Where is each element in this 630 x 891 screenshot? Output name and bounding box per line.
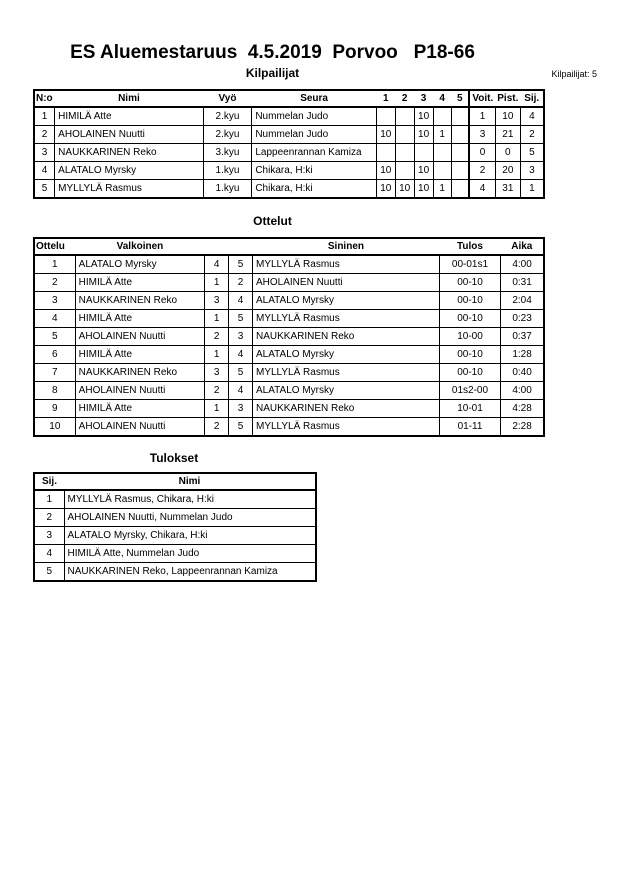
cell-place: 2 xyxy=(520,126,544,144)
cell-match-no: 9 xyxy=(34,400,75,418)
cell-score-2 xyxy=(395,107,414,126)
cell-points: 20 xyxy=(495,162,520,180)
cell-blue-no: 4 xyxy=(229,346,253,364)
section-title-competitors: Kilpailijat xyxy=(245,66,300,80)
cell-points: 0 xyxy=(495,144,520,162)
header-white: Valkoinen xyxy=(75,238,205,255)
cell-time: 4:00 xyxy=(501,382,544,400)
cell-time: 0:31 xyxy=(501,274,544,292)
results-table xyxy=(33,472,317,582)
table-row xyxy=(34,126,544,144)
cell-time: 4:00 xyxy=(501,255,544,274)
cell-blue-no: 3 xyxy=(229,400,253,418)
header-match: Ottelu xyxy=(34,238,75,255)
cell-score-1: 10 xyxy=(376,126,395,144)
cell-place: 1 xyxy=(520,180,544,199)
cell-result: 00-10 xyxy=(439,292,500,310)
cell-wins: 4 xyxy=(469,180,495,199)
header-blue-no xyxy=(229,238,253,255)
table-row xyxy=(34,328,544,346)
header-belt: Vyö xyxy=(203,90,252,107)
cell-match-no: 5 xyxy=(34,328,75,346)
competitors-table xyxy=(33,89,545,199)
cell-points: 21 xyxy=(495,126,520,144)
cell-match-no: 2 xyxy=(34,274,75,292)
cell-white-name: AHOLAINEN Nuutti xyxy=(75,382,205,400)
cell-belt: 1.kyu xyxy=(203,162,252,180)
cell-result: 01s2-00 xyxy=(439,382,500,400)
cell-match-no: 4 xyxy=(34,310,75,328)
cell-wins: 1 xyxy=(469,107,495,126)
cell-score-1 xyxy=(376,144,395,162)
cell-blue-no: 2 xyxy=(229,274,253,292)
cell-blue-no: 5 xyxy=(229,418,253,437)
results-header-row xyxy=(34,473,316,490)
table-row xyxy=(34,400,544,418)
cell-match-no: 3 xyxy=(34,292,75,310)
cell-belt: 3.kyu xyxy=(203,144,252,162)
cell-white-name: HIMILÄ Atte xyxy=(75,346,205,364)
cell-blue-no: 5 xyxy=(229,310,253,328)
cell-white-no: 3 xyxy=(205,364,229,382)
cell-white-name: AHOLAINEN Nuutti xyxy=(75,328,205,346)
cell-score-1: 10 xyxy=(376,162,395,180)
cell-time: 0:37 xyxy=(501,328,544,346)
cell-name: ALATALO Myrsky, Chikara, H:ki xyxy=(64,527,316,545)
cell-white-no: 1 xyxy=(205,346,229,364)
cell-blue-no: 5 xyxy=(229,364,253,382)
cell-score-4 xyxy=(433,107,451,126)
header-points: Pist. xyxy=(495,90,520,107)
table-row xyxy=(34,255,544,274)
cell-result: 00-01s1 xyxy=(439,255,500,274)
cell-result: 10-01 xyxy=(439,400,500,418)
cell-time: 1:28 xyxy=(501,346,544,364)
cell-name: HIMILÄ Atte, Nummelan Judo xyxy=(64,545,316,563)
cell-white-name: HIMILÄ Atte xyxy=(75,310,205,328)
cell-white-name: NAUKKARINEN Reko xyxy=(75,364,205,382)
header-wins: Voit. xyxy=(469,90,495,107)
table-row xyxy=(34,144,544,162)
cell-score-2 xyxy=(395,126,414,144)
cell-match-no: 8 xyxy=(34,382,75,400)
cell-blue-name: NAUKKARINEN Reko xyxy=(253,400,440,418)
cell-white-no: 2 xyxy=(205,382,229,400)
cell-time: 2:28 xyxy=(501,418,544,437)
cell-blue-name: AHOLAINEN Nuutti xyxy=(253,274,440,292)
cell-score-5 xyxy=(451,180,469,199)
cell-blue-name: ALATALO Myrsky xyxy=(253,292,440,310)
table-row xyxy=(34,107,544,126)
cell-belt: 2.kyu xyxy=(203,107,252,126)
cell-blue-name: MYLLYLÄ Rasmus xyxy=(253,418,440,437)
cell-white-no: 2 xyxy=(205,328,229,346)
cell-score-2 xyxy=(395,144,414,162)
cell-score-4: 1 xyxy=(433,126,451,144)
cell-time: 0:23 xyxy=(501,310,544,328)
cell-place: 5 xyxy=(34,563,64,582)
competitors-header-row xyxy=(34,90,544,107)
cell-wins: 3 xyxy=(469,126,495,144)
cell-score-3 xyxy=(414,144,433,162)
cell-place: 1 xyxy=(34,490,64,509)
cell-blue-name: NAUKKARINEN Reko xyxy=(253,328,440,346)
cell-score-3: 10 xyxy=(414,162,433,180)
cell-score-3: 10 xyxy=(414,180,433,199)
table-row xyxy=(34,509,316,527)
header-no: N:o xyxy=(34,90,55,107)
cell-white-name: HIMILÄ Atte xyxy=(75,400,205,418)
table-row xyxy=(34,418,544,437)
cell-score-1 xyxy=(376,107,395,126)
cell-no: 1 xyxy=(34,107,55,126)
cell-time: 2:04 xyxy=(501,292,544,310)
cell-white-no: 3 xyxy=(205,292,229,310)
cell-place: 3 xyxy=(34,527,64,545)
header-opponent-2: 2 xyxy=(395,90,414,107)
header-opponent-1: 1 xyxy=(376,90,395,107)
header-opponent-3: 3 xyxy=(414,90,433,107)
cell-result: 00-10 xyxy=(439,274,500,292)
cell-name: HIMILÄ Atte xyxy=(55,107,203,126)
table-row xyxy=(34,292,544,310)
cell-score-4 xyxy=(433,162,451,180)
cell-score-3: 10 xyxy=(414,126,433,144)
cell-name: ALATALO Myrsky xyxy=(55,162,203,180)
section-title-matches: Ottelut xyxy=(253,214,292,228)
cell-white-name: NAUKKARINEN Reko xyxy=(75,292,205,310)
cell-place: 4 xyxy=(34,545,64,563)
cell-blue-no: 4 xyxy=(229,382,253,400)
header-result: Tulos xyxy=(439,238,500,255)
table-row xyxy=(34,364,544,382)
cell-name: MYLLYLÄ Rasmus xyxy=(55,180,203,199)
cell-match-no: 1 xyxy=(34,255,75,274)
header-club: Seura xyxy=(252,90,377,107)
cell-points: 10 xyxy=(495,107,520,126)
header-opponent-5: 5 xyxy=(451,90,469,107)
cell-place: 2 xyxy=(34,509,64,527)
cell-result: 00-10 xyxy=(439,364,500,382)
cell-score-5 xyxy=(451,126,469,144)
cell-no: 3 xyxy=(34,144,55,162)
cell-no: 5 xyxy=(34,180,55,199)
header-place: Sij. xyxy=(34,473,64,490)
cell-blue-name: ALATALO Myrsky xyxy=(253,382,440,400)
cell-score-4: 1 xyxy=(433,180,451,199)
cell-score-4 xyxy=(433,144,451,162)
section-title-results: Tulokset xyxy=(149,451,199,465)
cell-place: 5 xyxy=(520,144,544,162)
cell-match-no: 10 xyxy=(34,418,75,437)
cell-result: 01-11 xyxy=(439,418,500,437)
header-time: Aika xyxy=(501,238,544,255)
cell-belt: 1.kyu xyxy=(203,180,252,199)
cell-club: Nummelan Judo xyxy=(252,126,377,144)
cell-white-no: 1 xyxy=(205,400,229,418)
table-row xyxy=(34,310,544,328)
table-row xyxy=(34,527,316,545)
cell-white-no: 1 xyxy=(205,274,229,292)
cell-no: 2 xyxy=(34,126,55,144)
table-row xyxy=(34,490,316,509)
cell-white-no: 1 xyxy=(205,310,229,328)
cell-score-1: 10 xyxy=(376,180,395,199)
table-row xyxy=(34,180,544,199)
matches-table xyxy=(33,237,545,437)
cell-points: 31 xyxy=(495,180,520,199)
cell-belt: 2.kyu xyxy=(203,126,252,144)
cell-white-name: HIMILÄ Atte xyxy=(75,274,205,292)
page-title: ES Aluemestaruus 4.5.2019 Porvoo P18-66 xyxy=(70,42,475,63)
cell-blue-no: 5 xyxy=(229,255,253,274)
table-row xyxy=(34,545,316,563)
cell-name: NAUKKARINEN Reko xyxy=(55,144,203,162)
cell-match-no: 7 xyxy=(34,364,75,382)
competitors-count: Kilpailijat: 5 xyxy=(551,69,597,79)
cell-score-5 xyxy=(451,162,469,180)
cell-blue-name: ALATALO Myrsky xyxy=(253,346,440,364)
matches-header-row xyxy=(34,238,544,255)
cell-blue-name: MYLLYLÄ Rasmus xyxy=(253,255,440,274)
cell-score-2: 10 xyxy=(395,180,414,199)
table-row xyxy=(34,563,316,582)
cell-score-2 xyxy=(395,162,414,180)
cell-club: Nummelan Judo xyxy=(252,107,377,126)
cell-white-no: 4 xyxy=(205,255,229,274)
header-white-no xyxy=(205,238,229,255)
cell-result: 00-10 xyxy=(439,310,500,328)
cell-result: 00-10 xyxy=(439,346,500,364)
cell-blue-no: 4 xyxy=(229,292,253,310)
cell-white-name: AHOLAINEN Nuutti xyxy=(75,418,205,437)
cell-place: 4 xyxy=(520,107,544,126)
cell-white-name: ALATALO Myrsky xyxy=(75,255,205,274)
cell-score-5 xyxy=(451,144,469,162)
cell-blue-name: MYLLYLÄ Rasmus xyxy=(253,364,440,382)
cell-wins: 0 xyxy=(469,144,495,162)
cell-time: 0:40 xyxy=(501,364,544,382)
cell-name: AHOLAINEN Nuutti, Nummelan Judo xyxy=(64,509,316,527)
table-row xyxy=(34,274,544,292)
header-opponent-4: 4 xyxy=(433,90,451,107)
header-blue: Sininen xyxy=(253,238,440,255)
cell-club: Chikara, H:ki xyxy=(252,180,377,199)
table-row xyxy=(34,346,544,364)
cell-score-5 xyxy=(451,107,469,126)
cell-match-no: 6 xyxy=(34,346,75,364)
cell-blue-no: 3 xyxy=(229,328,253,346)
cell-blue-name: MYLLYLÄ Rasmus xyxy=(253,310,440,328)
header-name: Nimi xyxy=(64,473,316,490)
cell-time: 4:28 xyxy=(501,400,544,418)
cell-club: Lappeenrannan Kamiza xyxy=(252,144,377,162)
cell-club: Chikara, H:ki xyxy=(252,162,377,180)
header-place: Sij. xyxy=(520,90,544,107)
cell-score-3: 10 xyxy=(414,107,433,126)
cell-place: 3 xyxy=(520,162,544,180)
cell-name: MYLLYLÄ Rasmus, Chikara, H:ki xyxy=(64,490,316,509)
table-row xyxy=(34,162,544,180)
cell-wins: 2 xyxy=(469,162,495,180)
cell-white-no: 2 xyxy=(205,418,229,437)
cell-no: 4 xyxy=(34,162,55,180)
cell-result: 10-00 xyxy=(439,328,500,346)
header-name: Nimi xyxy=(55,90,203,107)
cell-name: NAUKKARINEN Reko, Lappeenrannan Kamiza xyxy=(64,563,316,582)
table-row xyxy=(34,382,544,400)
cell-name: AHOLAINEN Nuutti xyxy=(55,126,203,144)
